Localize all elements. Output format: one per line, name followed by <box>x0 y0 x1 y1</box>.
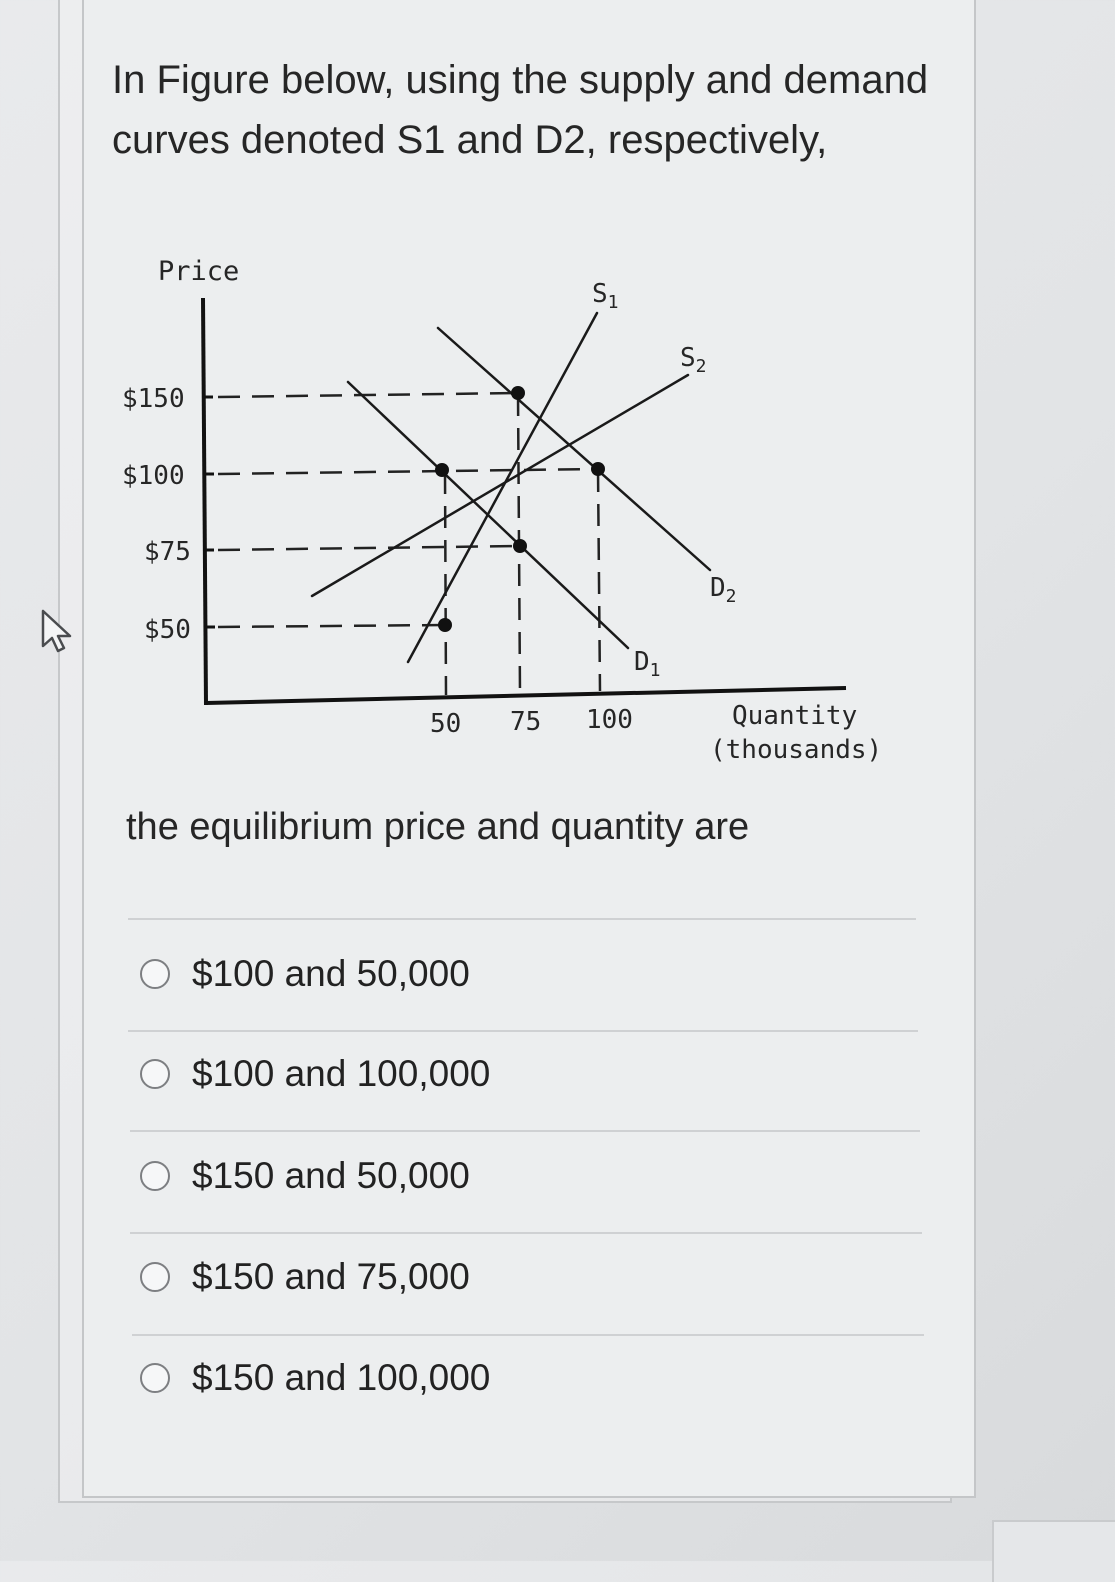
divider <box>128 1030 918 1032</box>
point-50-50 <box>438 618 452 632</box>
price-label-75: $75 <box>144 537 191 567</box>
price-label-50: $50 <box>144 615 191 645</box>
quantity-label-100: 100 <box>586 705 633 735</box>
x-axis-label-line1: Quantity <box>732 701 858 731</box>
answer-option-4[interactable] <box>140 1256 470 1298</box>
answer-option-2[interactable] <box>140 1053 490 1095</box>
radio-unchecked-icon[interactable] <box>140 1363 170 1393</box>
answer-option-3[interactable] <box>140 1155 470 1197</box>
radio-unchecked-icon[interactable] <box>140 1262 170 1292</box>
answer-option-1[interactable] <box>140 953 470 995</box>
divider <box>130 1232 922 1234</box>
point-100-100 <box>591 462 605 476</box>
divider <box>128 918 916 920</box>
price-label-150: $150 <box>122 384 185 414</box>
answer-option-label: $100 and 50,000 <box>192 953 470 994</box>
answer-option-5[interactable] <box>140 1357 490 1399</box>
divider <box>130 1130 920 1132</box>
point-150-75 <box>511 386 525 400</box>
label-d2: $D_2$ <box>710 573 737 607</box>
guide-75 <box>218 546 518 550</box>
answer-option-label: $100 and 100,000 <box>192 1053 491 1094</box>
question-intro: In Figure below, using the supply and demand curves denoted S1 and D2, respectively, <box>112 58 929 162</box>
price-label-100: $100 <box>122 461 185 491</box>
radio-unchecked-icon[interactable] <box>140 959 170 989</box>
question-prompt: the equilibrium price and quantity are <box>126 806 750 848</box>
quantity-label-75: 75 <box>510 707 542 737</box>
guide-100 <box>218 469 598 474</box>
x-axis-label-line2: (thousands) <box>710 735 883 765</box>
label-d1: $D_1$ <box>634 647 661 681</box>
quantity-label-50: 50 <box>430 709 462 739</box>
guide-q50 <box>445 472 446 695</box>
guide-150 <box>218 393 518 397</box>
point-75-75 <box>513 539 527 553</box>
label-s2: $S_2$ <box>680 343 707 377</box>
divider <box>132 1334 924 1336</box>
answer-option-label: $150 and 75,000 <box>192 1256 470 1297</box>
answer-option-label: $150 and 100,000 <box>192 1357 491 1398</box>
guide-50 <box>218 625 445 627</box>
label-s1: $S_1$ <box>592 279 619 313</box>
radio-unchecked-icon[interactable] <box>140 1059 170 1089</box>
y-axis-label: Price <box>158 256 240 287</box>
y-axis <box>203 298 206 705</box>
next-card-edge <box>992 1520 1115 1582</box>
point-100-50 <box>435 463 449 477</box>
guide-q100 <box>598 470 600 691</box>
supply-curve-s2 <box>312 375 688 596</box>
radio-unchecked-icon[interactable] <box>140 1161 170 1191</box>
answer-option-label: $150 and 50,000 <box>192 1155 470 1196</box>
supply-curve-s1 <box>408 313 597 662</box>
supply-demand-figure <box>100 240 883 780</box>
mouse-pointer-icon <box>40 608 76 654</box>
demand-curve-d1 <box>348 382 628 648</box>
